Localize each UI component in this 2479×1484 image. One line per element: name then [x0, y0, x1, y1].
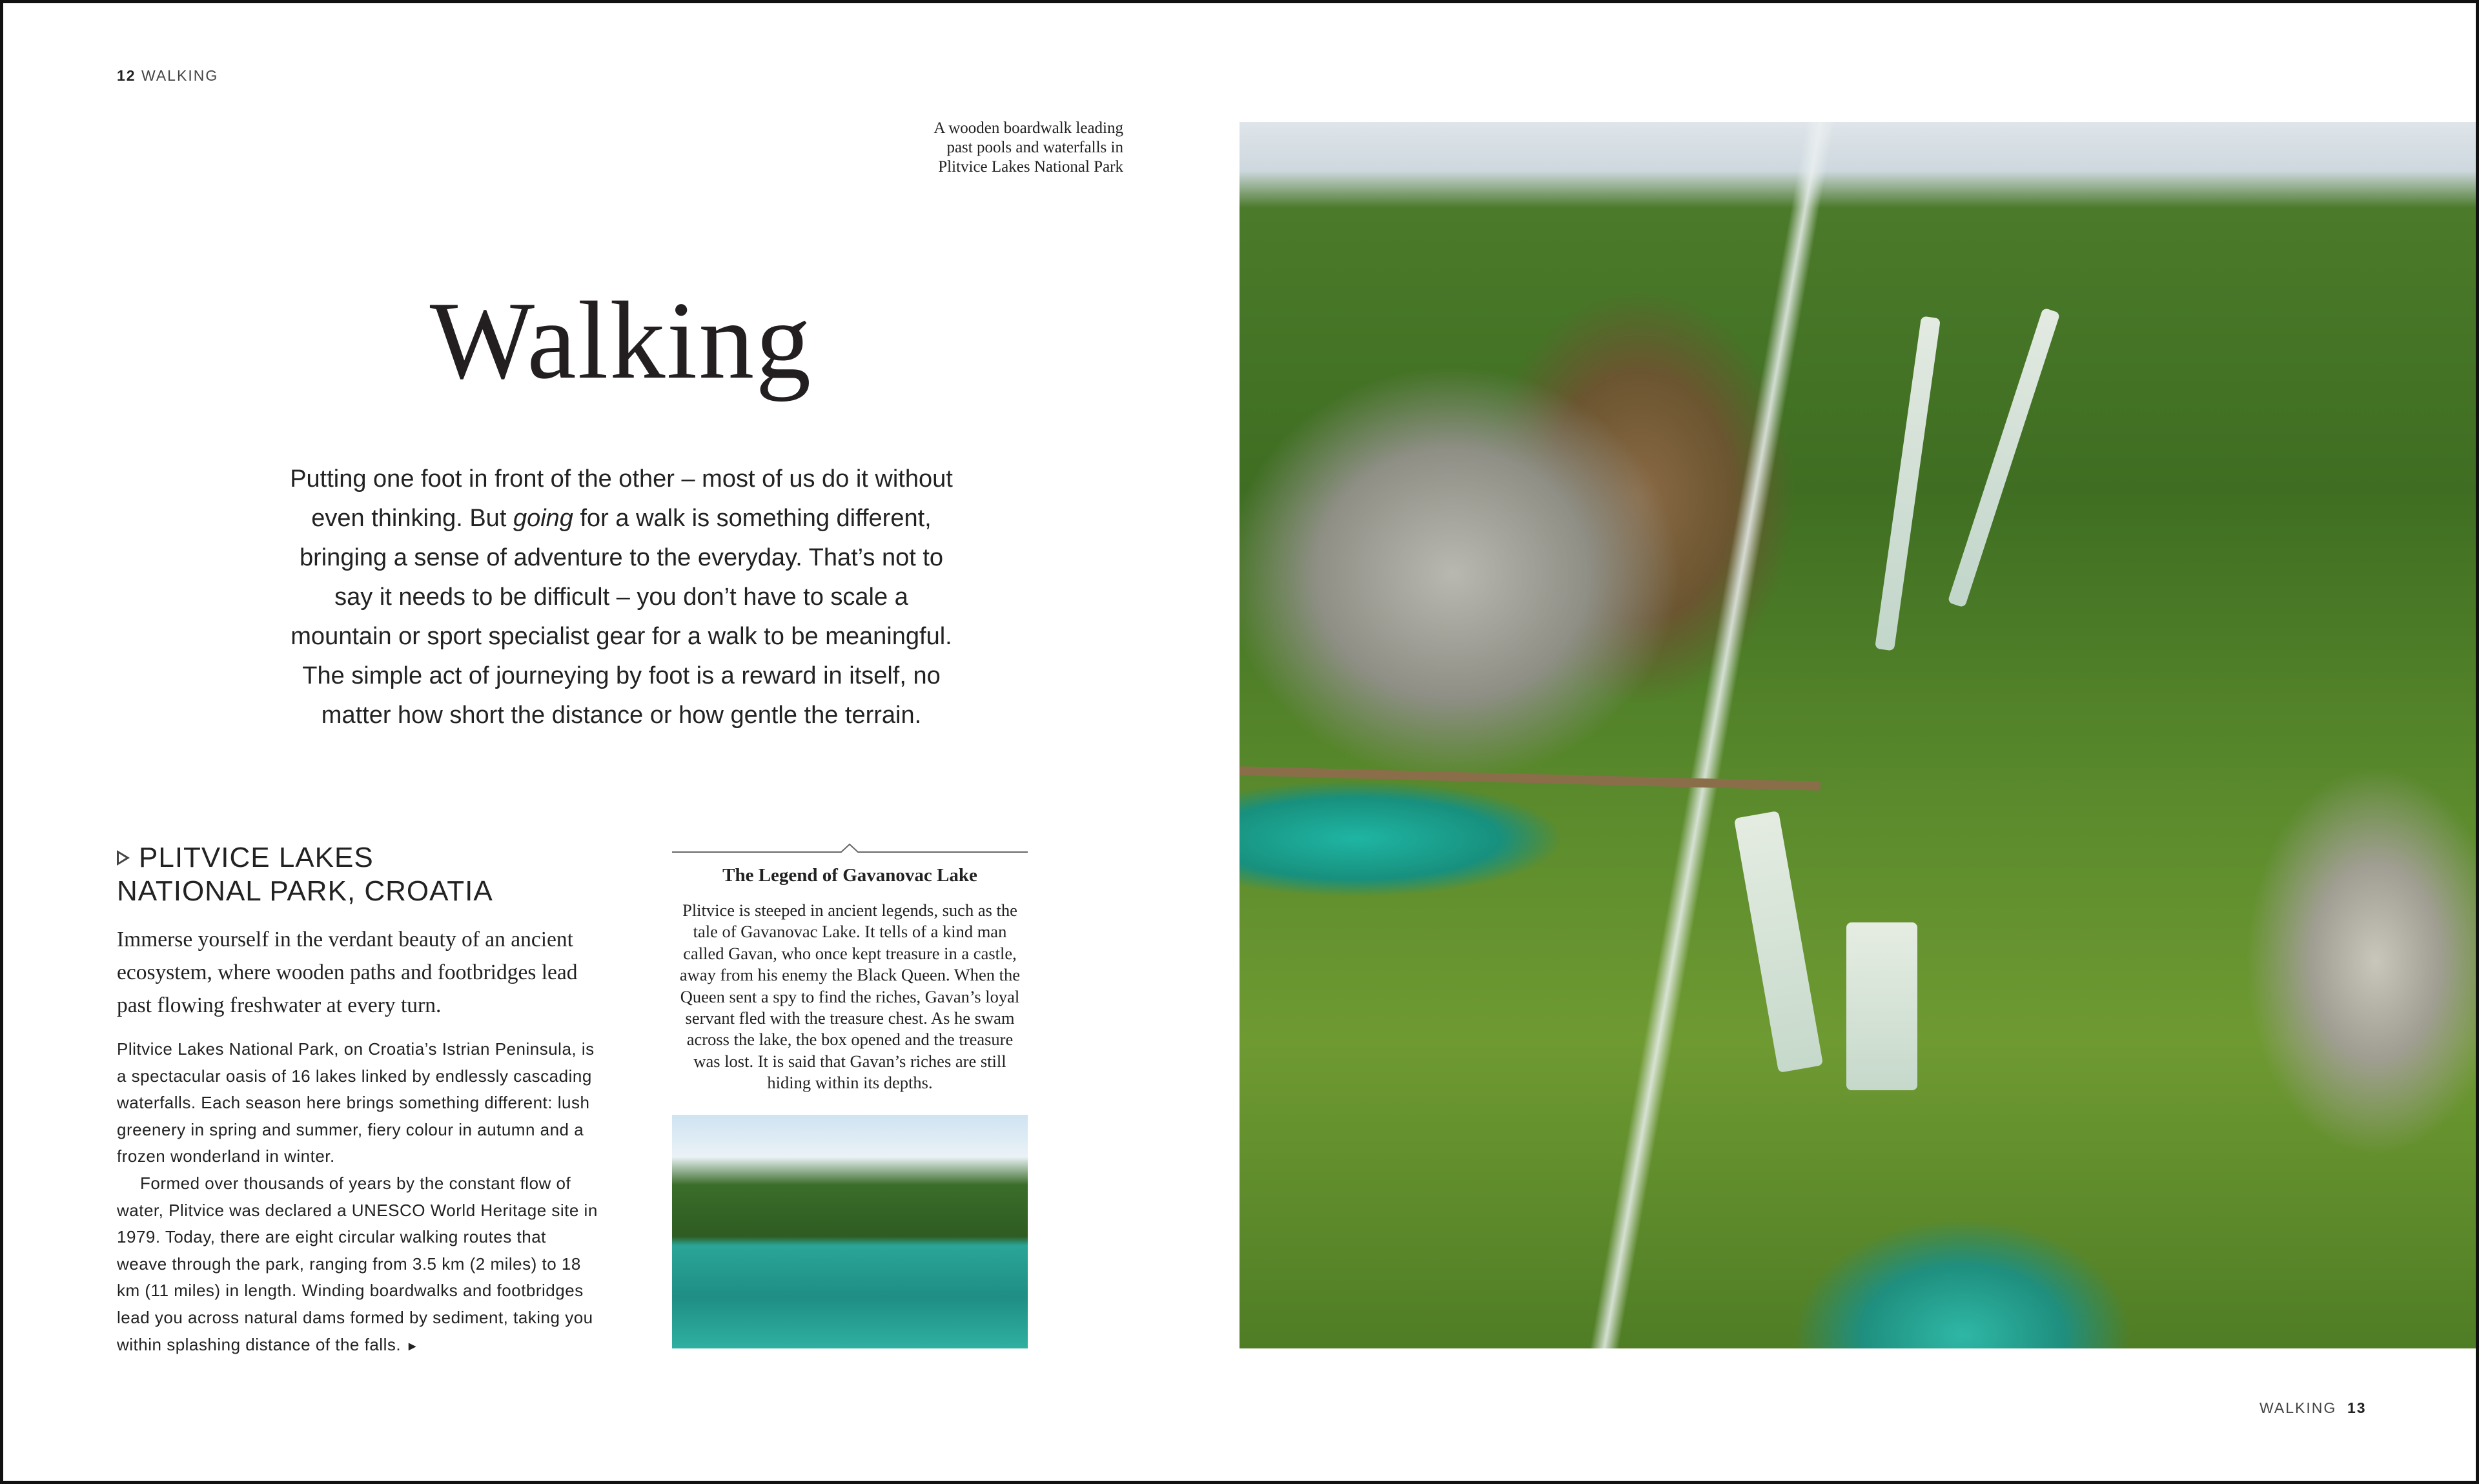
- section-body: [117, 1036, 598, 1360]
- section-deck: Immerse yourself in the verdant beauty of an ancient ecosystem, where wooden paths and footbridges lead past flowing freshwater at every turn.: [117, 928, 578, 1017]
- sidebar-divider: [672, 839, 1028, 859]
- intro-paragraph: [284, 460, 959, 735]
- folio-left: [117, 67, 218, 85]
- intro-italic: going: [513, 505, 573, 532]
- page-number: 12: [117, 67, 136, 84]
- lake-photo: [672, 1115, 1028, 1348]
- body-paragraph: [117, 1170, 598, 1360]
- body-paragraph: Plitvice Lakes National Park, on Croatia’s Istrian Peninsula, is a spectacular oasis of 16 lakes linked by endlessly cascading waterfalls. Each season here brings something different: lush greenery in spring and summer, fiery colour in autumn and a frozen wonderland in winter.: [117, 1039, 595, 1166]
- sidebar-body: Plitvice is steeped in ancient legends, such as the tale of Gavanovac Lake. It tells of a kind man called Gavan, who once kept treasure in a castle, away from his enemy the Black Queen. When the Queen sent a spy to find the riches, Gavan’s loyal servant fled with the treasure chest. As he swam across the lake, the box opened and the treasure was lost. It is said that Gavan’s riches are still hiding within its depths.: [679, 900, 1021, 1093]
- folio-right: [2260, 1399, 2367, 1417]
- intro-text: for a walk is something different, bringing a sense of adventure to the everyday. That’s not to say it needs to be difficult – you don’t have to scale a mountain or sport specialist gear for a walk to be meaningful. The simple act of journeying by foot is a reward in itself, no matter how short the distance or how gentle the terrain.: [291, 505, 952, 729]
- section-name: WALKING: [141, 67, 219, 84]
- heading-line: NATIONAL PARK, CROATIA: [117, 875, 493, 907]
- waterfalls-photo: [1240, 122, 2476, 1348]
- triangle-bullet-icon: [117, 850, 130, 866]
- page-title: Walking: [429, 280, 813, 402]
- page-number: 13: [2347, 1399, 2367, 1416]
- photo-caption: A wooden boardwalk leading past pools and waterfalls in Plitvice Lakes National Park: [933, 119, 1123, 176]
- section-heading: [117, 841, 493, 908]
- intro-text: Putting one foot in front of the other – most of us do it without even thinking. But: [290, 465, 953, 532]
- continue-arrow-icon: ►: [405, 1339, 420, 1354]
- section-name: WALKING: [2260, 1399, 2337, 1416]
- body-text: Formed over thousands of years by the constant flow of water, Plitvice was declared a UNESCO World Heritage site in 1979. Today, there are eight circular walking routes that weave through the park, ranging from 3.5 km (2 miles) to 18 km (11 miles) in length. Winding boardwalks and footbridges lead you across natural dams formed by sediment, taking you within splashing distance of the falls.: [117, 1173, 598, 1354]
- heading-line: PLITVICE LAKES: [139, 842, 374, 873]
- sidebar-title: The Legend of Gavanovac Lake: [722, 865, 977, 886]
